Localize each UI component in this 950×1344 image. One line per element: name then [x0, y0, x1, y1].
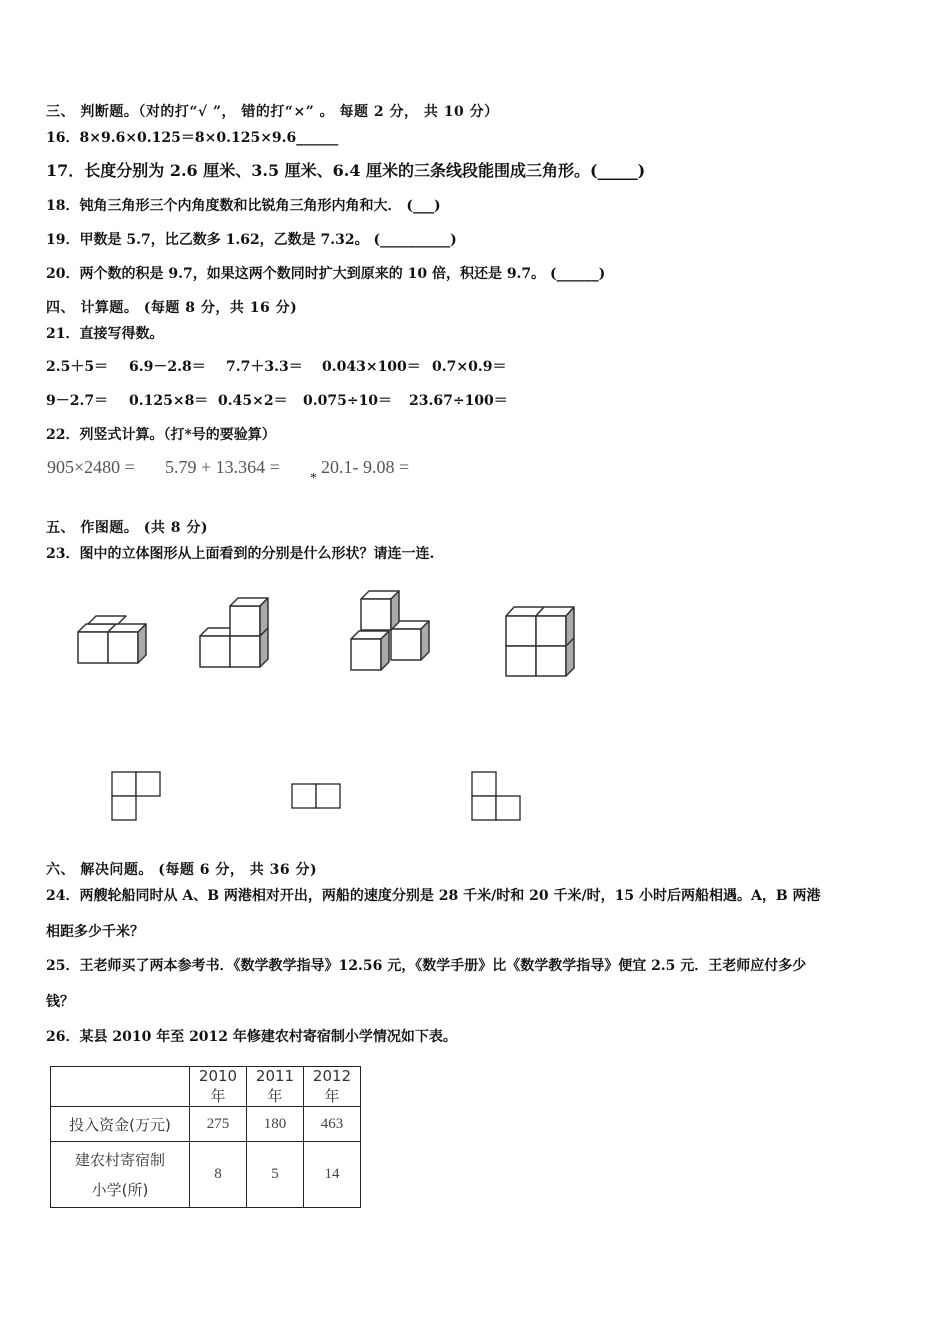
table-header-cell: 2011 年: [247, 1067, 304, 1107]
table-cell: 180: [247, 1107, 304, 1142]
math-item: 2.5＋5＝: [46, 359, 109, 375]
table-row-label-line: 建农村寄宿制: [74, 1150, 165, 1169]
calc-item: 20.1- 9.08 =: [321, 457, 410, 477]
table-cell: 8: [190, 1142, 247, 1208]
question-24-line-2: 相距多少千米？: [46, 924, 144, 940]
question-25-line-2: 钱？: [46, 994, 74, 1010]
table-cell: 275: [190, 1107, 247, 1142]
question-20: 20．两个数的积是 9.7，如果这两个数同时扩大到原来的 10 倍，积还是 9.7。 (______): [46, 266, 606, 282]
section-3-heading: 三、 判断题。（对的打“√ ”， 错的打“×” 。 每题 2 分， 共 10 分）: [46, 104, 499, 120]
table-row: [51, 1142, 361, 1208]
table-row-label: 投入资金(万元): [51, 1107, 190, 1142]
question-16: 16．8×9.6×0.125＝8×0.125×9.6______: [46, 130, 339, 146]
question-23: 23．图中的立体图形从上面看到的分别是什么形状？请连一连.: [46, 546, 435, 562]
section-6-heading: 六、 解决问题。 (每题 6 分， 共 36 分): [46, 862, 318, 878]
table-header-cell: 2010 年: [190, 1067, 247, 1107]
check-mark: *: [310, 471, 317, 486]
table-cell: 463: [304, 1107, 361, 1142]
question-22: 22．列竖式计算。（打*号的要验算）: [46, 427, 276, 443]
calc-item: 905×2480 =: [47, 457, 135, 477]
solid-figure-3: [345, 585, 437, 675]
table-cell: 5: [247, 1142, 304, 1208]
question-26: 26．某县 2010 年至 2012 年修建农村寄宿制小学情况如下表。: [46, 1029, 457, 1045]
calc-item: 5.79 + 13.364 =: [165, 457, 280, 477]
math-item: 0.075÷10＝: [303, 393, 393, 409]
solid-figure-2: [190, 590, 276, 672]
section-5-heading: 五、 作图题。 (共 8 分): [46, 520, 208, 536]
math-item: 9－2.7＝: [46, 393, 109, 409]
question-18: 18．钝角三角形三个内角度数和比锐角三角形内角和大． (___): [46, 198, 441, 214]
solid-figure-4: [500, 600, 582, 682]
top-view-2: [290, 782, 344, 812]
question-24-line-1: 24．两艘轮船同时从 A、B 两港相对开出，两船的速度分别是 28 千米/时和 20 千米/时，15 小时后两船相遇。A，B 两港: [46, 888, 821, 904]
section-4-heading: 四、 计算题。 (每题 8 分，共 16 分): [46, 300, 298, 316]
data-table: [50, 1066, 361, 1208]
math-item: 0.125×8＝: [129, 393, 209, 409]
table-row: [51, 1107, 361, 1142]
math-item: 23.67÷100＝: [409, 393, 508, 409]
table-row-label-line: 小学(所): [91, 1180, 149, 1199]
table-header-cell: 2012 年: [304, 1067, 361, 1107]
top-view-3: [470, 770, 524, 824]
question-19: 19．甲数是 5.7，比乙数多 1.62，乙数是 7.32。 (__________): [46, 232, 457, 248]
question-17: 17．长度分别为 2.6 厘米、3.5 厘米、6.4 厘米的三条线段能围成三角形。(_____): [46, 161, 646, 180]
math-item: 0.7×0.9＝: [432, 359, 507, 375]
math-item: 7.7＋3.3＝: [226, 359, 303, 375]
table-row-label: [51, 1142, 190, 1208]
top-view-1: [110, 770, 164, 824]
math-item: 0.45×2＝: [218, 393, 288, 409]
table-row: [51, 1067, 361, 1107]
math-item: 0.043×100＝: [322, 359, 421, 375]
table-cell: 14: [304, 1142, 361, 1208]
table-header-cell: [51, 1067, 190, 1107]
solid-figure-1: [70, 608, 156, 670]
math-item: 6.9－2.8＝: [129, 359, 206, 375]
question-21: 21．直接写得数。: [46, 326, 164, 342]
question-25-line-1: 25．王老师买了两本参考书．《数学教学指导》12.56 元，《数学手册》比《数学教学指导》便宜 2.5 元．王老师应付多少: [46, 958, 807, 974]
